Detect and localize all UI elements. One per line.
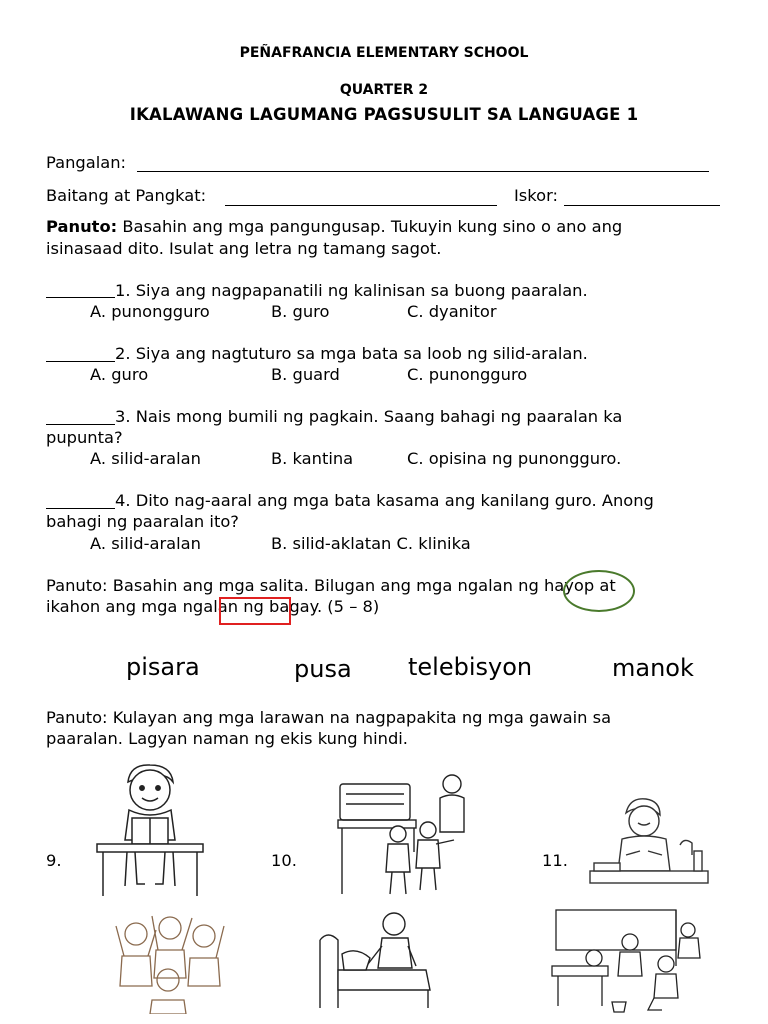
q1-choice-b: B. guro (271, 302, 330, 321)
instructions-3-line1: Panuto: Kulayan ang mga larawan na nagpapakita ng mga gawain sa (46, 708, 612, 727)
quarter-label: QUARTER 2 (339, 82, 429, 98)
instructions-2-line1: Panuto: Basahin ang mga salita. Bilugan ang mga ngalan ng hayop at (46, 576, 616, 595)
word-pisara[interactable]: pisara (126, 653, 200, 681)
q2-choice-b: B. guard (271, 365, 340, 384)
score-label: Iskor: (514, 186, 558, 205)
word-pusa[interactable]: pusa (294, 655, 352, 683)
question-2: 2. Siya ang nagtuturo sa mga bata sa loob ng silid-aralan. (115, 344, 588, 363)
q3-choice-a: A. silid-aralan (90, 449, 201, 468)
question-4: 4. Dito nag-aaral ang mga bata kasama ang kanilang guro. Anong (115, 491, 654, 510)
q3-choice-c: C. opisina ng punongguro. (407, 449, 622, 468)
boy-washing-dishes-image[interactable] (588, 793, 710, 893)
q4-choice-a: A. silid-aralan (90, 534, 201, 553)
boy-reading-at-desk-image[interactable] (95, 762, 205, 898)
item-number-11: 11. (542, 851, 568, 870)
word-telebisyon[interactable]: telebisyon (408, 653, 533, 681)
question-3-cont: pupunta? (46, 428, 123, 447)
word-manok[interactable]: manok (612, 654, 694, 682)
box-example-mark (219, 597, 291, 625)
q2-choice-a: A. guro (90, 365, 149, 384)
boy-making-bed-image[interactable] (316, 910, 436, 1014)
q2-choice-c: C. punongguro (407, 365, 528, 384)
item-number-9: 9. (46, 851, 62, 870)
instructions-1-text: Basahin ang mga pangungusap. Tukuyin kung sino o ano ang (117, 217, 623, 236)
kids-cleaning-classroom-image[interactable] (550, 906, 710, 1016)
children-cheering-image[interactable] (112, 906, 227, 1014)
instructions-3-line2: paaralan. Lagyan naman ng ekis kung hindi. (46, 729, 408, 748)
instructions-label: Panuto: (46, 217, 118, 236)
question-4-cont: bahagi ng paaralan ito? (46, 512, 239, 531)
name-label: Pangalan: (46, 153, 126, 172)
children-at-canteen-image[interactable] (336, 772, 468, 898)
score-field[interactable] (564, 185, 720, 206)
answer-blank-2[interactable] (46, 345, 115, 362)
instructions-1-line2: isinasaad dito. Isulat ang letra ng tamang sagot. (46, 239, 442, 258)
instructions-1-line1 (46, 217, 622, 236)
q1-choice-c: C. dyanitor (407, 302, 497, 321)
school-name: PEÑAFRANCIA ELEMENTARY SCHOOL (239, 45, 529, 61)
q1-choice-a: A. punongguro (90, 302, 210, 321)
grade-field[interactable] (225, 185, 497, 206)
question-1: 1. Siya ang nagpapanatili ng kalinisan sa buong paaralan. (115, 281, 588, 300)
q3-choice-b: B. kantina (271, 449, 354, 468)
name-field[interactable] (137, 150, 709, 172)
question-3: 3. Nais mong bumili ng pagkain. Saang bahagi ng paaralan ka (115, 407, 623, 426)
answer-blank-3[interactable] (46, 408, 115, 425)
grade-label: Baitang at Pangkat: (46, 186, 207, 205)
circle-example-mark (563, 570, 635, 612)
answer-blank-4[interactable] (46, 492, 115, 509)
exam-title: IKALAWANG LAGUMANG PAGSUSULIT SA LANGUAGE 1 (129, 105, 639, 124)
instructions-2-line2: ikahon ang mga ngalan ng bagay. (5 – 8) (46, 597, 380, 616)
item-number-10: 10. (271, 851, 297, 870)
q4-choice-b: B. silid-aklatan C. klinika (271, 534, 471, 553)
answer-blank-1[interactable] (46, 281, 115, 298)
